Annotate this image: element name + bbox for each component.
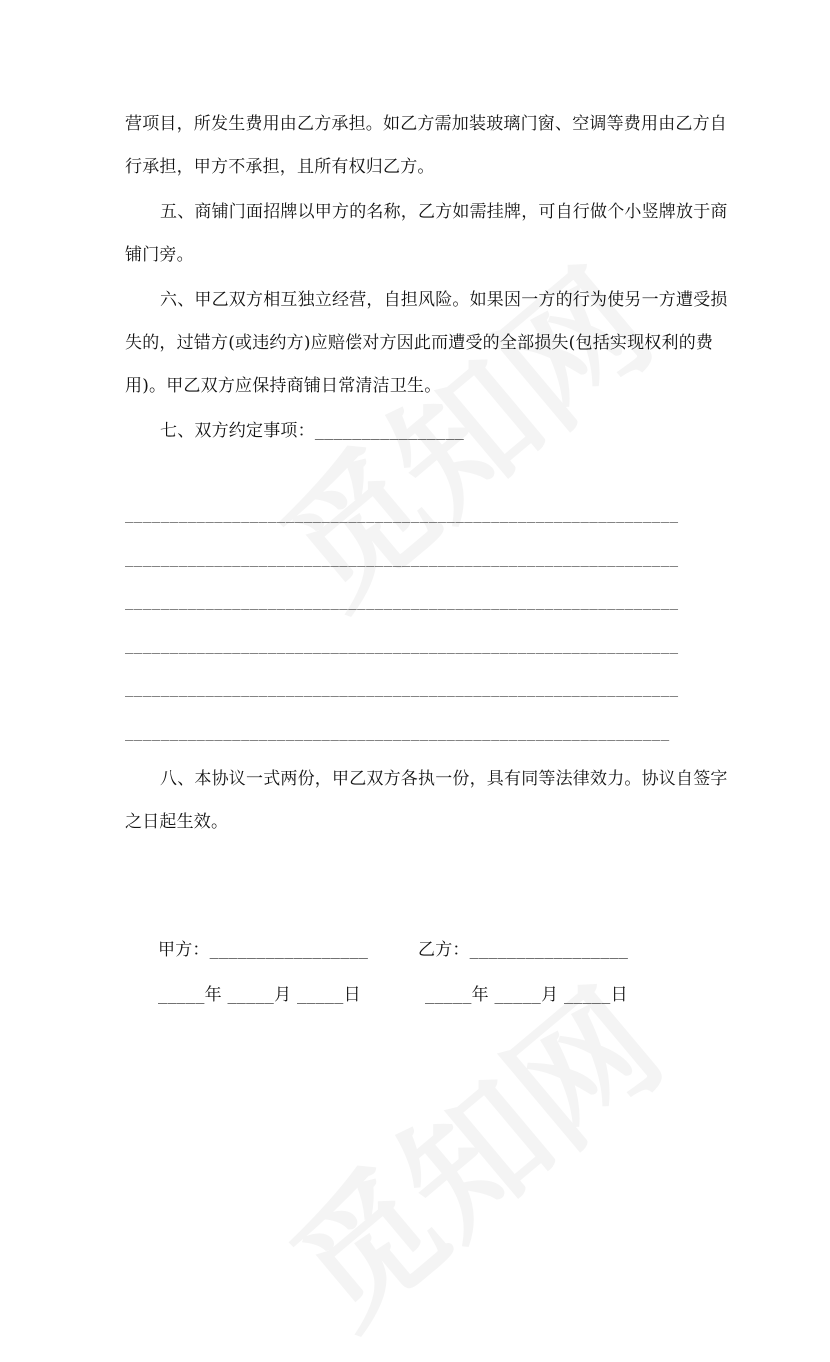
clause-7 — [160, 419, 464, 443]
day-blank[interactable]: _____ — [296, 986, 344, 1004]
clause-6-line-1: 六、甲乙双方相互独立经营，自担风险。如果因一方的行为使另一方遭受损 — [160, 290, 728, 310]
clause-5-line-1: 五、商铺门面招牌以甲方的名称，乙方如需挂牌，可自行做个小竖牌放于商 — [160, 202, 728, 222]
party-b-signature — [418, 938, 628, 962]
party-a-blank[interactable]: _________________ — [209, 941, 369, 959]
clause-6-line-3: 用)。甲乙双方应保持商铺日常清洁卫生。 — [125, 376, 442, 396]
clause-4-line-2: 行承担，甲方不承担，且所有权归乙方。 — [125, 157, 435, 177]
month-blank[interactable]: _____ — [227, 986, 275, 1004]
day-label: 日 — [610, 985, 628, 1005]
party-b-blank[interactable]: _________________ — [469, 941, 629, 959]
clause-8-line-1: 八、本协议一式两份，甲乙双方各执一份，具有同等法律效力。协议自签字 — [160, 769, 728, 789]
fill-in-line[interactable]: ______________________________________________________________ — [125, 507, 679, 523]
clause-5-line-2: 铺门旁。 — [125, 245, 194, 265]
year-label: 年 — [204, 985, 222, 1005]
year-blank[interactable]: _____ — [425, 986, 472, 1004]
fill-in-line[interactable]: ______________________________________________________________ — [125, 551, 679, 567]
clause-4-line-1: 营项目，所发生费用由乙方承担。如乙方需加装玻璃门窗、空调等费用由乙方自 — [125, 114, 727, 134]
party-a-label: 甲方： — [158, 940, 210, 960]
clause-8-line-2: 之日起生效。 — [125, 812, 229, 832]
fill-in-line[interactable]: _____________________________________________________________ — [125, 725, 670, 741]
party-b-date — [425, 983, 628, 1007]
day-blank[interactable]: _____ — [563, 986, 611, 1004]
fill-in-line[interactable]: ______________________________________________________________ — [125, 638, 679, 654]
clause-6-line-2: 失的，过错方(或违约方)应赔偿对方因此而遭受的全部损失(包括实现权利的费 — [125, 333, 714, 353]
party-b-label: 乙方： — [418, 940, 470, 960]
year-label: 年 — [471, 985, 489, 1005]
party-a-signature — [158, 938, 368, 962]
month-blank[interactable]: _____ — [494, 986, 542, 1004]
fill-in-line[interactable]: ______________________________________________________________ — [125, 594, 679, 610]
day-label: 日 — [343, 985, 361, 1005]
clause-7-label: 七、双方约定事项： — [160, 421, 315, 441]
party-a-date — [158, 983, 361, 1007]
year-blank[interactable]: _____ — [158, 986, 205, 1004]
month-label: 月 — [274, 985, 292, 1005]
clause-7-blank[interactable]: ________________ — [314, 422, 465, 440]
month-label: 月 — [541, 985, 559, 1005]
fill-in-line[interactable]: ______________________________________________________________ — [125, 681, 679, 697]
